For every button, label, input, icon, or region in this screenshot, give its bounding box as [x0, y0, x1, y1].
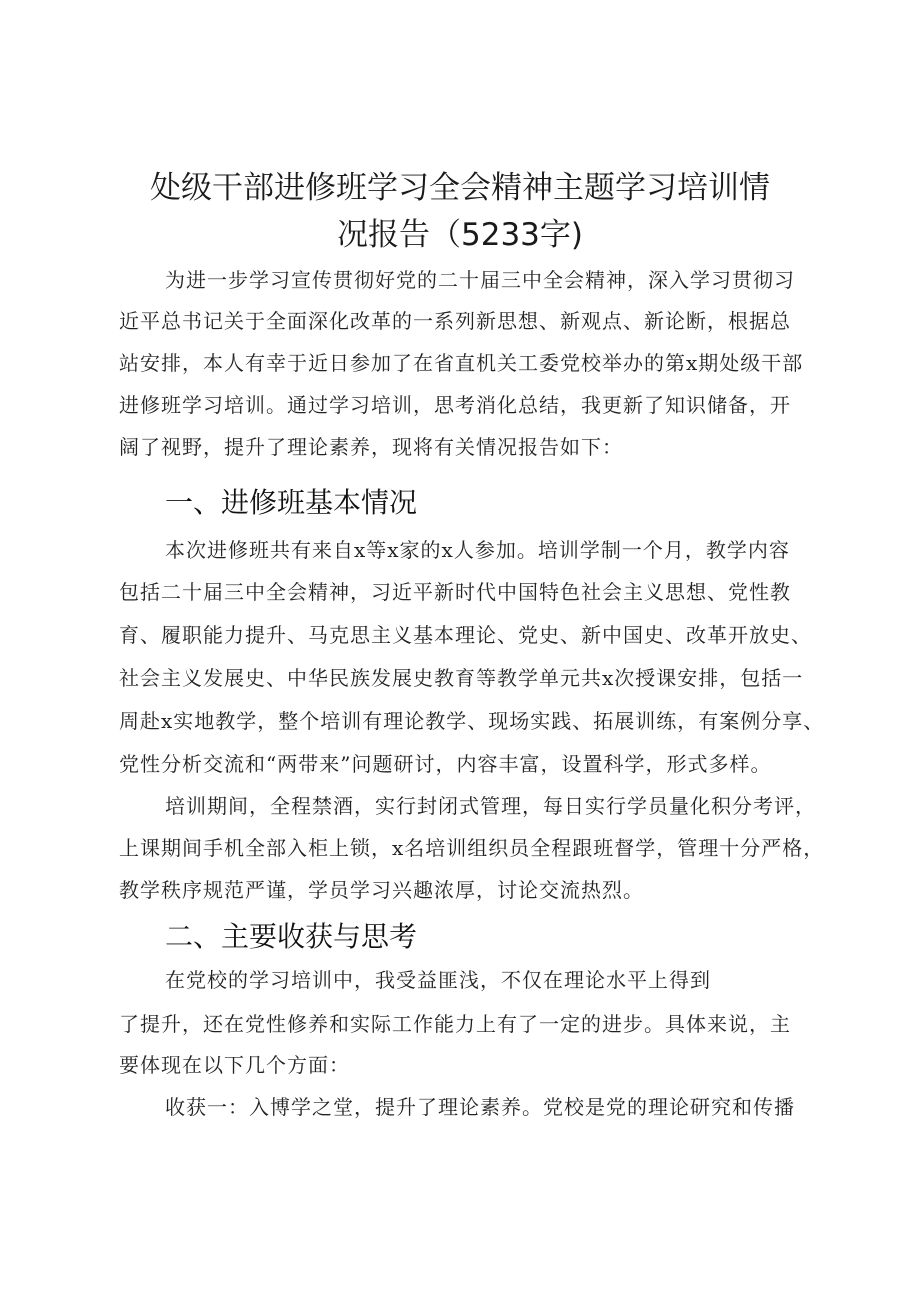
- section-1-line: 上课期间手机全部入柜上锁，x名培训组织员全程跟班督学，管理十分严格，: [119, 836, 825, 860]
- section-1-line: 教学秩序规范严谨，学员学习兴趣浓厚，讨论交流热烈。: [119, 878, 644, 902]
- section-1-line: 培训期间，全程禁酒，实行封闭式管理，每日实行学员量化积分考评，: [165, 794, 816, 818]
- section-2-line: 收获一：入博学之堂，提升了理论素养。党校是党的理论研究和传播: [165, 1095, 795, 1119]
- section-1-line: 育、履职能力提升、马克思主义基本理论、党史、新中国史、改革开放史、: [119, 623, 812, 647]
- intro-line: 为进一步学习宣传贯彻好党的二十届三中全会精神，深入学习贯彻习: [165, 268, 795, 292]
- section-1-line: 党性分析交流和“两带来”问题研讨，内容丰富，设置科学，形式多样。: [119, 752, 772, 776]
- section-1-line: 包括二十届三中全会精神，习近平新时代中国特色社会主义思想、党性教: [119, 580, 791, 604]
- intro-line: 阔了视野，提升了理论素养，现将有关情况报告如下：: [119, 435, 623, 459]
- document-title-line-1: 处级干部进修班学习全会精神主题学习培训情: [150, 170, 770, 206]
- document-title-line-2: 况报告（5233字): [337, 217, 583, 253]
- section-1-heading: 一、进修班基本情况: [165, 486, 418, 519]
- section-1-line: 周赴x实地教学，整个培训有理论教学、现场实践、拓展训练，有案例分享、: [119, 709, 825, 733]
- section-2-line: 了提升，还在党性修养和实际工作能力上有了一定的进步。具体来说，主: [119, 1012, 791, 1036]
- section-1-line: 社会主义发展史、中华民族发展史教育等教学单元共x次授课安排，包括一: [119, 666, 804, 690]
- intro-line: 近平总书记关于全面深化改革的一系列新思想、新观点、新论断，根据总: [119, 309, 791, 333]
- section-2-heading: 二、主要收获与思考: [165, 920, 418, 953]
- intro-line: 进修班学习培训。通过学习培训，思考消化总结，我更新了知识储备，开: [119, 393, 791, 417]
- section-2-line: 在党校的学习培训中，我受益匪浅，不仅在理论水平上得到: [165, 968, 711, 992]
- section-1-line: 本次进修班共有来自x等x家的x人参加。培训学制一个月，教学内容: [165, 538, 790, 562]
- section-2-line: 要体现在以下几个方面：: [119, 1053, 350, 1077]
- intro-line: 站安排，本人有幸于近日参加了在省直机关工委党校举办的第x期处级干部: [119, 351, 804, 375]
